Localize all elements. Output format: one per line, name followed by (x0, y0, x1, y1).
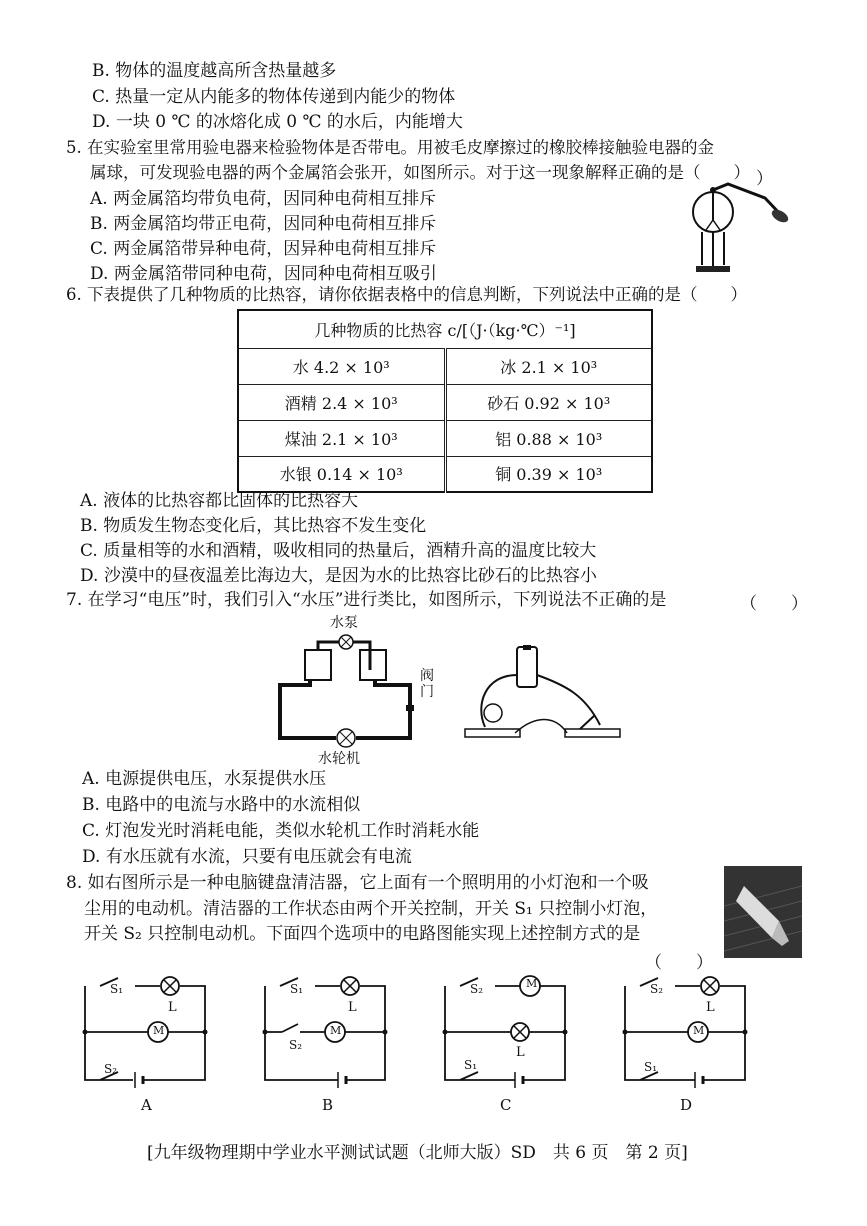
q5-option-d: D. 两金属箔带同种电荷，因同种电荷相互吸引 (90, 264, 437, 284)
table-cell: 铜 0.39 × 10³ (445, 456, 652, 492)
circuit-d-label: D (680, 1096, 693, 1114)
circuit-c-label: C (500, 1096, 512, 1114)
table-cell: 煤油 2.1 × 10³ (238, 420, 445, 456)
circuit-b-top-switch: S₁ (290, 982, 304, 996)
circuit-c-top-switch: S₂ (470, 982, 484, 996)
q6-option-d: D. 沙漠中的昼夜温差比海边大，是因为水的比热容比砂石的比热容小 (80, 566, 597, 586)
q5-option-a: A. 两金属箔均带负电荷，因同种电荷相互排斥 (90, 189, 437, 209)
electric-circuit-figure (455, 645, 625, 745)
table-cell: 水 4.2 × 10³ (238, 348, 445, 384)
circuit-a-motor-symbol: M (153, 1024, 165, 1037)
electroscope-figure (680, 180, 800, 280)
circuit-diagram-c (440, 968, 575, 1093)
circuit-b-motor-symbol: M (330, 1024, 342, 1037)
circuit-diagram-d (620, 968, 755, 1093)
circuit-c-bottom-switch: S₁ (464, 1058, 478, 1072)
q5-option-c: C. 两金属箔带异种电荷，因异种电荷相互排斥 (90, 239, 437, 259)
q5-stem-line2: 属球，可发现验电器的两个金属箔会张开，如图所示。对于这一现象解释正确的是（ ） (90, 163, 750, 182)
q7-option-b: B. 电路中的电流与水路中的水流相似 (82, 795, 361, 815)
table-row (238, 348, 652, 384)
circuit-a-bottom-switch: S₂ (104, 1062, 118, 1076)
q5-stem-line1: 5. 在实验室里常用验电器来检验物体是否带电。用被毛皮摩擦过的橡胶棒接触验电器的金 (66, 138, 714, 157)
q7-option-a: A. 电源提供电压，水泵提供水压 (82, 769, 327, 789)
valve-label: 阀门 (420, 668, 434, 700)
q7-stem: 7. 在学习“电压”时，我们引入“水压”进行类比，如图所示，下列说法不正确的是 (66, 590, 667, 610)
circuit-c-motor-symbol: M (526, 977, 538, 990)
table-row (238, 420, 652, 456)
circuit-diagram-b (260, 968, 395, 1093)
q7-option-d: D. 有水压就有水流，只要有电压就会有电流 (82, 847, 412, 867)
table-header: 几种物质的比热容 c/[（J·（kg·℃）⁻¹] (238, 310, 652, 348)
table-row (238, 384, 652, 420)
circuit-a-top-device: L (168, 1000, 177, 1015)
circuit-d-top-device: L (706, 1000, 715, 1015)
q6-option-b: B. 物质发生物态变化后，其比热容不发生变化 (80, 516, 427, 536)
table-cell: 酒精 2.4 × 10³ (238, 384, 445, 420)
circuit-b-mid-switch: S₂ (289, 1038, 303, 1052)
turbine-label: 水轮机 (318, 751, 360, 767)
q6-option-a: A. 液体的比热容都比固体的比热容大 (80, 491, 359, 511)
circuit-a-label: A (141, 1096, 152, 1114)
table-row (238, 456, 652, 492)
table-cell: 铝 0.88 × 10³ (445, 420, 652, 456)
q5-paren: ） (756, 169, 773, 189)
q4-option-d: D. 一块 0 ℃ 的冰熔化成 0 ℃ 的水后，内能增大 (92, 112, 463, 132)
water-circuit-figure (270, 630, 430, 750)
table-cell: 砂石 0.92 × 10³ (445, 384, 652, 420)
page-footer: [九年级物理期中学业水平测试试题（北师大版）SD 共 6 页 第 2 页] (147, 1143, 688, 1163)
q8-stem-line2: 尘用的电动机。清洁器的工作状态由两个开关控制，开关 S₁ 只控制小灯泡， (84, 899, 658, 919)
circuit-a-top-switch: S₁ (110, 982, 124, 996)
circuit-d-bottom-switch: S₁ (644, 1060, 658, 1074)
q4-option-b: B. 物体的温度越高所含热量越多 (92, 61, 337, 81)
circuit-b-top-device: L (348, 1000, 357, 1015)
circuit-d-motor-symbol: M (693, 1024, 705, 1037)
circuit-c-mid-device: L (516, 1045, 525, 1060)
specific-heat-table (237, 309, 653, 493)
q6-stem: 6. 下表提供了几种物质的比热容，请你依据表格中的信息判断，下列说法中正确的是（ ） (66, 285, 747, 304)
q4-option-c: C. 热量一定从内能多的物体传递到内能少的物体 (92, 87, 456, 107)
keyboard-cleaner-photo (724, 866, 802, 958)
q7-option-c: C. 灯泡发光时消耗电能，类似水轮机工作时消耗水能 (82, 821, 480, 841)
circuit-b-label: B (322, 1096, 334, 1114)
pump-label: 水泵 (330, 615, 358, 631)
q7-paren: （ ） (740, 594, 808, 614)
table-cell: 冰 2.1 × 10³ (445, 348, 652, 384)
q8-paren: （ ） (645, 953, 713, 973)
q8-stem-line3: 开关 S₂ 只控制电动机。下面四个选项中的电路图能实现上述控制方式的是 (84, 924, 641, 944)
q6-option-c: C. 质量相等的水和酒精，吸收相同的热量后，酒精升高的温度比较大 (80, 541, 597, 561)
table-cell: 水银 0.14 × 10³ (238, 456, 445, 492)
q5-option-b: B. 两金属箔均带正电荷，因同种电荷相互排斥 (90, 214, 437, 234)
circuit-diagram-a (80, 968, 215, 1093)
q8-stem-line1: 8. 如右图所示是一种电脑键盘清洁器，它上面有一个照明用的小灯泡和一个吸 (66, 873, 649, 893)
circuit-d-top-switch: S₂ (650, 982, 664, 996)
